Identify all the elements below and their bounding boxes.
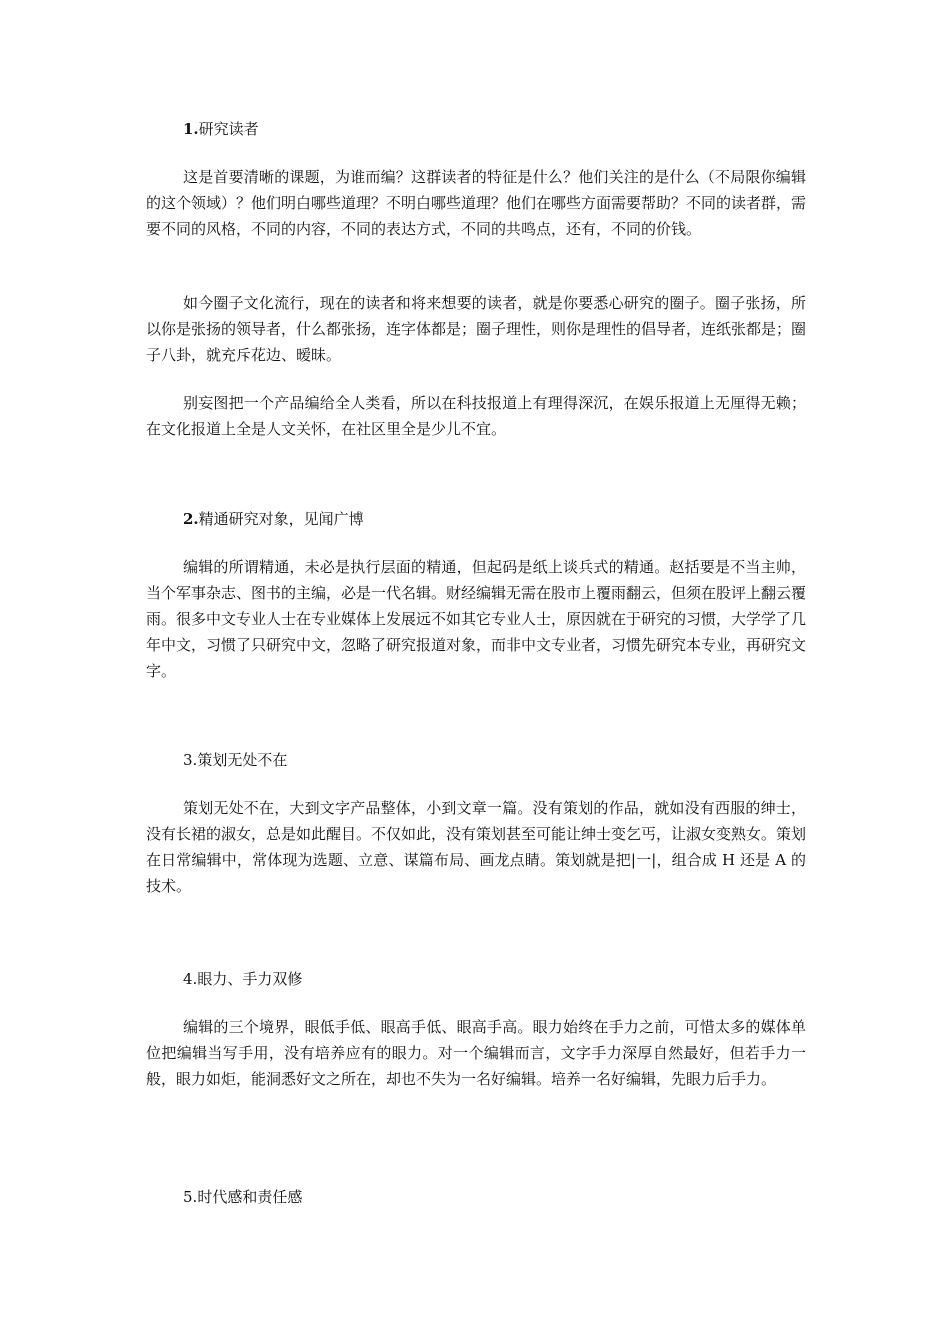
section-title-2: 精通研究对象，见闻广博 [198,510,364,528]
section-number-4: 4. [183,970,198,988]
section-heading-2 [183,507,364,531]
paragraph-4-1: 编辑的三个境界，眼低手低、眼高手低、眼高手高。眼力始终在手力之前，可惜太多的媒体单位把编辑当写手用，没有培养应有的眼力。对一个编辑而言，文字手力深厚自然最好，但若手力一般，眼力如炬，能洞悉好文之所在，却也不失为一名好编辑。培养一名好编辑，先眼力后手力。 [146,1018,806,1088]
paragraph-1-3: 别妄图把一个产品编给全人类看，所以在科技报道上有理得深沉，在娱乐报道上无厘得无赖；在文化报道上全是人文关怀，在社区里全是少儿不宜。 [146,394,806,438]
paragraph-2-1: 编辑的所谓精通，未必是执行层面的精通，但起码是纸上谈兵式的精通。赵括要是不当主帅，当个军事杂志、图书的主编，必是一代名辑。财经编辑无需在股市上覆雨翻云，但须在股评上翻云覆雨。很多中文专业人士在专业媒体上发展远不如其它专业人士，原因就在于研究的习惯，大学学了几年中文，习惯了只研究中文，忽略了研究报道对象，而非中文专业者，习惯先研究本专业，再研究文字。 [146,558,807,680]
section-number-3: 3. [183,751,198,769]
section-heading-3 [183,748,287,772]
section-title-3: 策划无处不在 [197,751,288,769]
section-title-4: 眼力、手力双修 [197,970,303,988]
paragraph-3-1: 策划无处不在，大到文字产品整体，小到文章一篇。没有策划的作品，就如没有西服的绅士，没有长裙的淑女，总是如此醒目。不仅如此，没有策划甚至可能让绅士变乞丐，让淑女变熟女。策划在日常编辑中，常体现为选题、立意、谋篇布局、画龙点睛。策划就是把|一|，组合成 H 还是 A 的技术。 [146,799,807,895]
section-number-1: 1. [183,120,199,138]
section-title-1: 研究读者 [198,120,259,138]
section-heading-1 [183,117,259,141]
paragraph-1-1: 这是首要清晰的课题，为谁而编？这群读者的特征是什么？他们关注的是什么（不局限你编辑的这个领域）？他们明白哪些道理？不明白哪些道理？他们在哪些方面需要帮助？不同的读者群，需要不同的风格，不同的内容，不同的表达方式，不同的共鸣点，还有，不同的价钱。 [146,168,807,238]
section-heading-4 [183,967,302,991]
section-heading-5 [183,1185,302,1209]
section-number-2: 2. [183,510,199,528]
section-number-5: 5. [183,1188,198,1206]
paragraph-1-2: 如今圈子文化流行，现在的读者和将来想要的读者，就是你要悉心研究的圈子。圈子张扬，所以你是张扬的领导者，什么都张扬，连字体都是；圈子理性，则你是理性的倡导者，连纸张都是；圈子八卦，就充斥花边、暧昧。 [146,294,807,364]
section-title-5: 时代感和责任感 [197,1188,303,1206]
